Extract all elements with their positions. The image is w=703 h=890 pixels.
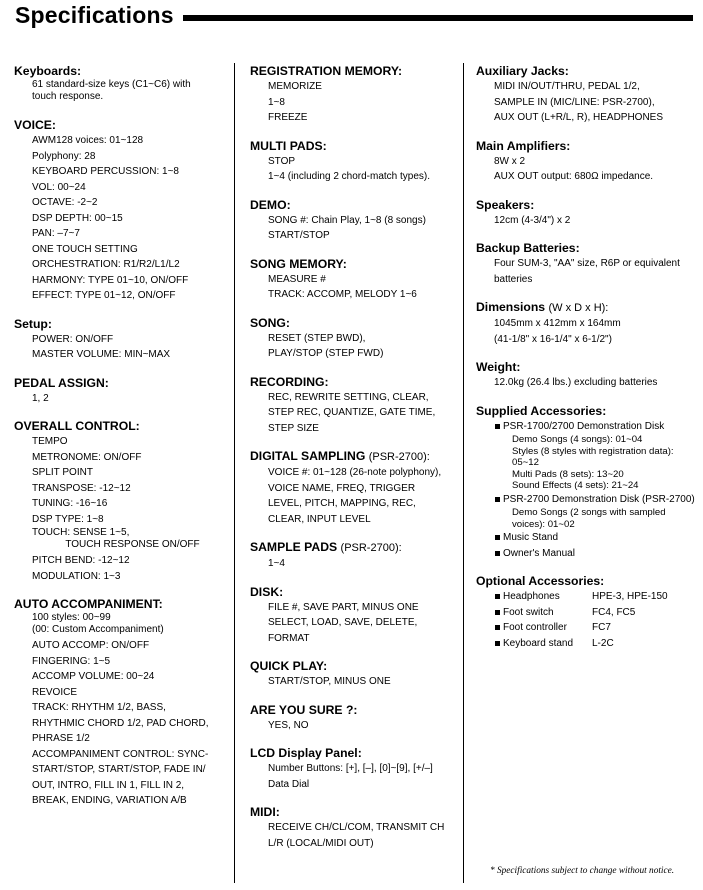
spec-item: 12cm (4-3/4") x 2 — [494, 214, 571, 226]
section-heading-text: Dimensions — [476, 300, 546, 314]
spec-section — [476, 359, 698, 391]
section-heading: PEDAL ASSIGN: — [14, 375, 109, 390]
spec-item: POWER: ON/OFF — [32, 333, 114, 345]
supplied-accessories-section — [476, 403, 698, 562]
section-heading-note: (W x D x H): — [548, 302, 609, 314]
section-heading: VOICE: — [14, 118, 56, 132]
section-heading: Weight: — [476, 360, 521, 374]
section-heading: Setup: — [14, 316, 52, 331]
section-heading: Keyboards: — [14, 64, 82, 78]
spec-item: ACCOMP VOLUME: 00~24 — [32, 671, 155, 682]
spec-section — [14, 596, 232, 809]
spec-item: START/STOP — [268, 230, 330, 241]
optional-accessory-model: L-2C — [592, 637, 614, 649]
spec-item: FILE #, SAVE PART, MINUS ONE — [268, 601, 419, 613]
section-heading — [250, 539, 462, 556]
spec-item: START/STOP, START/STOP, FADE IN/ — [32, 764, 206, 775]
spec-section — [250, 138, 462, 185]
section-heading-text: DIGITAL SAMPLING — [250, 449, 366, 463]
spec-column-1 — [14, 63, 232, 821]
spec-item: 1, 2 — [32, 392, 49, 404]
accessory-item — [476, 419, 698, 435]
spec-item: PITCH BEND: -12~12 — [32, 555, 130, 566]
spec-item: VOL: 00~24 — [32, 181, 86, 193]
spec-item: SPLIT POINT — [32, 467, 93, 478]
spec-item: MEMORIZE — [268, 81, 322, 92]
spec-section — [250, 315, 462, 362]
spec-section — [14, 418, 232, 584]
section-heading: REGISTRATION MEMORY: — [250, 64, 403, 78]
spec-item: FORMAT — [268, 632, 310, 644]
spec-item: ACCOMPANIMENT CONTROL: SYNC- — [32, 748, 209, 760]
spec-section — [250, 658, 462, 690]
optional-accessory — [476, 605, 698, 621]
spec-item: SONG #: Chain Play, 1~8 (8 songs) — [268, 214, 426, 226]
section-heading: Backup Batteries: — [476, 241, 580, 255]
spec-section — [476, 63, 698, 126]
spec-item: START/STOP, MINUS ONE — [268, 676, 391, 687]
spec-item: BREAK, ENDING, VARIATION A/B — [32, 795, 187, 806]
spec-item: VOICE NAME, FREQ, TRIGGER — [268, 482, 416, 494]
section-heading: RECORDING: — [250, 374, 329, 389]
spec-column-3 — [476, 63, 698, 663]
spec-item: AUX OUT output: 680Ω impedance. — [494, 171, 654, 182]
title-rule — [183, 15, 693, 21]
section-heading: QUICK PLAY: — [250, 659, 328, 673]
spec-item: FREEZE — [268, 112, 308, 123]
spec-item: RHYTHMIC CHORD 1/2, PAD CHORD, — [32, 717, 209, 729]
optional-accessories-section — [476, 573, 698, 651]
spec-item: TUNING: -16~16 — [32, 498, 108, 509]
spec-item: SELECT, LOAD, SAVE, DELETE, — [268, 617, 418, 628]
spec-item: EFFECT: TYPE 01~12, ON/OFF — [32, 290, 176, 301]
spec-item: batteries — [494, 273, 533, 285]
spec-section — [250, 584, 462, 647]
column-divider — [463, 63, 464, 883]
optional-accessory-model: FC4, FC5 — [592, 606, 636, 618]
spec-item: PHRASE 1/2 — [32, 733, 90, 744]
accessory-sub-item: Sound Effects (4 sets): 21~24 — [512, 480, 639, 491]
spec-item: STEP SIZE — [268, 422, 319, 434]
optional-accessory-name: Keyboard stand — [503, 637, 574, 649]
optional-accessory — [476, 589, 698, 605]
spec-item: LEVEL, PITCH, MAPPING, REC, — [268, 498, 416, 509]
spec-item: KEYBOARD PERCUSSION: 1~8 — [32, 166, 179, 177]
spec-section — [476, 299, 698, 347]
spec-section — [250, 197, 462, 244]
optional-accessory-name: Headphones — [503, 591, 560, 602]
spec-item: PLAY/STOP (STEP FWD) — [268, 348, 384, 359]
optional-accessory-model: FC7 — [592, 622, 611, 633]
spec-item: L/R (LOCAL/MIDI OUT) — [268, 837, 374, 849]
spec-item: AWM128 voices: 01~128 — [32, 135, 144, 146]
spec-item: MIDI IN/OUT/THRU, PEDAL 1/2, — [494, 81, 640, 92]
section-heading: Supplied Accessories: — [476, 403, 607, 418]
accessory-sub-item: Demo Songs (2 songs with sampled voices): 01~02 — [512, 507, 666, 530]
section-heading-note: (PSR-2700): — [368, 451, 430, 463]
spec-column-2 — [250, 63, 462, 863]
spec-item: MODULATION: 1~3 — [32, 570, 121, 582]
optional-accessory-model: HPE-3, HPE-150 — [592, 591, 668, 602]
spec-item: RECEIVE CH/CL/COM, TRANSMIT CH — [268, 822, 445, 833]
spec-item: RESET (STEP BWD), — [268, 332, 366, 344]
spec-section — [250, 745, 462, 792]
spec-section — [250, 804, 462, 851]
section-heading: SONG: — [250, 315, 290, 330]
accessory-item — [476, 530, 698, 546]
section-heading: DEMO: — [250, 197, 291, 212]
spec-item: Number Buttons: [+], [–], [0]~[9], [+/–] — [268, 763, 433, 774]
spec-item: DSP DEPTH: 00~15 — [32, 212, 123, 224]
spec-item: 12.0kg (26.4 lbs.) excluding batteries — [494, 377, 658, 388]
spec-section — [14, 63, 232, 105]
spec-item: VOICE #: 01~128 (26-note polyphony), — [268, 467, 442, 478]
spec-item: Polyphony: 28 — [32, 150, 96, 162]
section-heading: Auxiliary Jacks: — [476, 64, 569, 78]
spec-section — [14, 117, 232, 304]
spec-item: TRACK: ACCOMP, MELODY 1~6 — [268, 289, 417, 300]
spec-item: AUTO ACCOMP: ON/OFF — [32, 640, 150, 651]
spec-item: MEASURE # — [268, 273, 326, 285]
accessory-label: Music Stand — [503, 532, 559, 543]
spec-item: MASTER VOLUME: MIN~MAX — [32, 349, 171, 360]
section-heading-note: (PSR-2700): — [340, 542, 402, 554]
spec-section — [476, 138, 698, 185]
section-heading: MULTI PADS: — [250, 138, 327, 153]
section-heading: LCD Display Panel: — [250, 746, 362, 760]
spec-item: (41-1/8" x 16-1/4" x 6-1/2") — [494, 333, 612, 345]
section-heading: DISK: — [250, 584, 284, 599]
accessory-label: Owner's Manual — [503, 547, 575, 559]
spec-item: 1~8 — [268, 96, 285, 108]
page-title: Specifications — [15, 2, 174, 28]
spec-item: REC, REWRITE SETTING, CLEAR, — [268, 391, 429, 403]
spec-section — [250, 448, 462, 527]
spec-item: ORCHESTRATION: R1/R2/L1/L2 — [32, 259, 180, 270]
spec-item: REVOICE — [32, 686, 78, 698]
spec-item: STEP REC, QUANTIZE, GATE TIME, — [268, 407, 436, 418]
section-heading: SONG MEMORY: — [250, 256, 347, 271]
spec-section — [14, 316, 232, 363]
spec-item: ONE TOUCH SETTING — [32, 243, 138, 255]
section-heading: Optional Accessories: — [476, 574, 605, 588]
spec-item: Four SUM-3, "AA" size, R6P or equivalent — [494, 258, 680, 269]
spec-item: Data Dial — [268, 778, 310, 790]
accessory-sub-item: Demo Songs (4 songs): 01~04 — [512, 434, 643, 445]
accessory-item — [476, 492, 698, 508]
spec-item: 1~4 (including 2 chord-match types). — [268, 171, 431, 182]
spec-section — [250, 702, 462, 734]
spec-item: HARMONY: TYPE 01~10, ON/OFF — [32, 274, 189, 286]
spec-item: 1045mm x 412mm x 164mm — [494, 318, 621, 329]
spec-item: OUT, INTRO, FILL IN 1, FILL IN 2, — [32, 779, 185, 791]
section-heading: AUTO ACCOMPANIMENT: — [14, 597, 163, 611]
optional-accessory-name: Foot switch — [503, 606, 554, 618]
spec-item: PAN: –7~7 — [32, 228, 80, 239]
spec-section — [250, 63, 462, 126]
spec-item: SAMPLE IN (MIC/LINE: PSR-2700), — [494, 96, 655, 108]
spec-item: 61 standard-size keys (C1~C6) with touch response. — [32, 79, 191, 102]
spec-section — [250, 256, 462, 303]
spec-section — [250, 374, 462, 437]
spec-item: AUX OUT (L+R/L, R), HEADPHONES — [494, 112, 664, 123]
spec-item: OCTAVE: -2~2 — [32, 197, 98, 208]
optional-accessory — [476, 636, 698, 652]
section-heading-text: SAMPLE PADS — [250, 540, 338, 554]
spec-section — [476, 240, 698, 287]
spec-section — [476, 197, 698, 229]
spec-item: YES, NO — [268, 719, 309, 731]
spec-item: FINGERING: 1~5 — [32, 655, 111, 667]
accessory-label: PSR-2700 Demonstration Disk (PSR-2700) — [503, 493, 695, 505]
section-heading — [250, 448, 462, 465]
spec-item: 1~4 — [268, 558, 285, 569]
spec-item: TOUCH: SENSE 1~5, TOUCH RESPONSE ON/OFF — [32, 527, 200, 550]
section-heading: Main Amplifiers: — [476, 138, 571, 153]
spec-item: METRONOME: ON/OFF — [32, 451, 142, 463]
optional-accessory — [476, 620, 698, 636]
spec-item: 100 styles: 00~99 (00: Custom Accompaniment) — [32, 612, 164, 635]
accessory-item — [476, 546, 698, 562]
section-heading: ARE YOU SURE ?: — [250, 702, 358, 717]
spec-section — [14, 375, 232, 407]
accessory-sub-item: Styles (8 styles with registration data): 05~12 — [512, 445, 674, 468]
accessory-sub-item: Multi Pads (8 sets): 13~20 — [512, 468, 624, 480]
spec-item: DSP TYPE: 1~8 — [32, 513, 104, 525]
section-heading — [476, 299, 698, 316]
spec-item: TRANSPOSE: -12~12 — [32, 482, 131, 494]
section-heading: MIDI: — [250, 805, 280, 819]
spec-item: CLEAR, INPUT LEVEL — [268, 513, 371, 525]
spec-item: TEMPO — [32, 436, 68, 447]
section-heading: OVERALL CONTROL: — [14, 419, 140, 433]
spec-item: 8W x 2 — [494, 155, 526, 167]
footnote: * Specifications subject to change without notice. — [490, 866, 675, 876]
optional-accessory-name: Foot controller — [503, 622, 567, 633]
column-divider — [234, 63, 235, 883]
section-heading: Speakers: — [476, 197, 535, 212]
spec-section — [250, 539, 462, 572]
accessory-label: PSR-1700/2700 Demonstration Disk — [503, 420, 665, 432]
spec-item: TRACK: RHYTHM 1/2, BASS, — [32, 702, 166, 713]
spec-item: STOP — [268, 155, 296, 167]
